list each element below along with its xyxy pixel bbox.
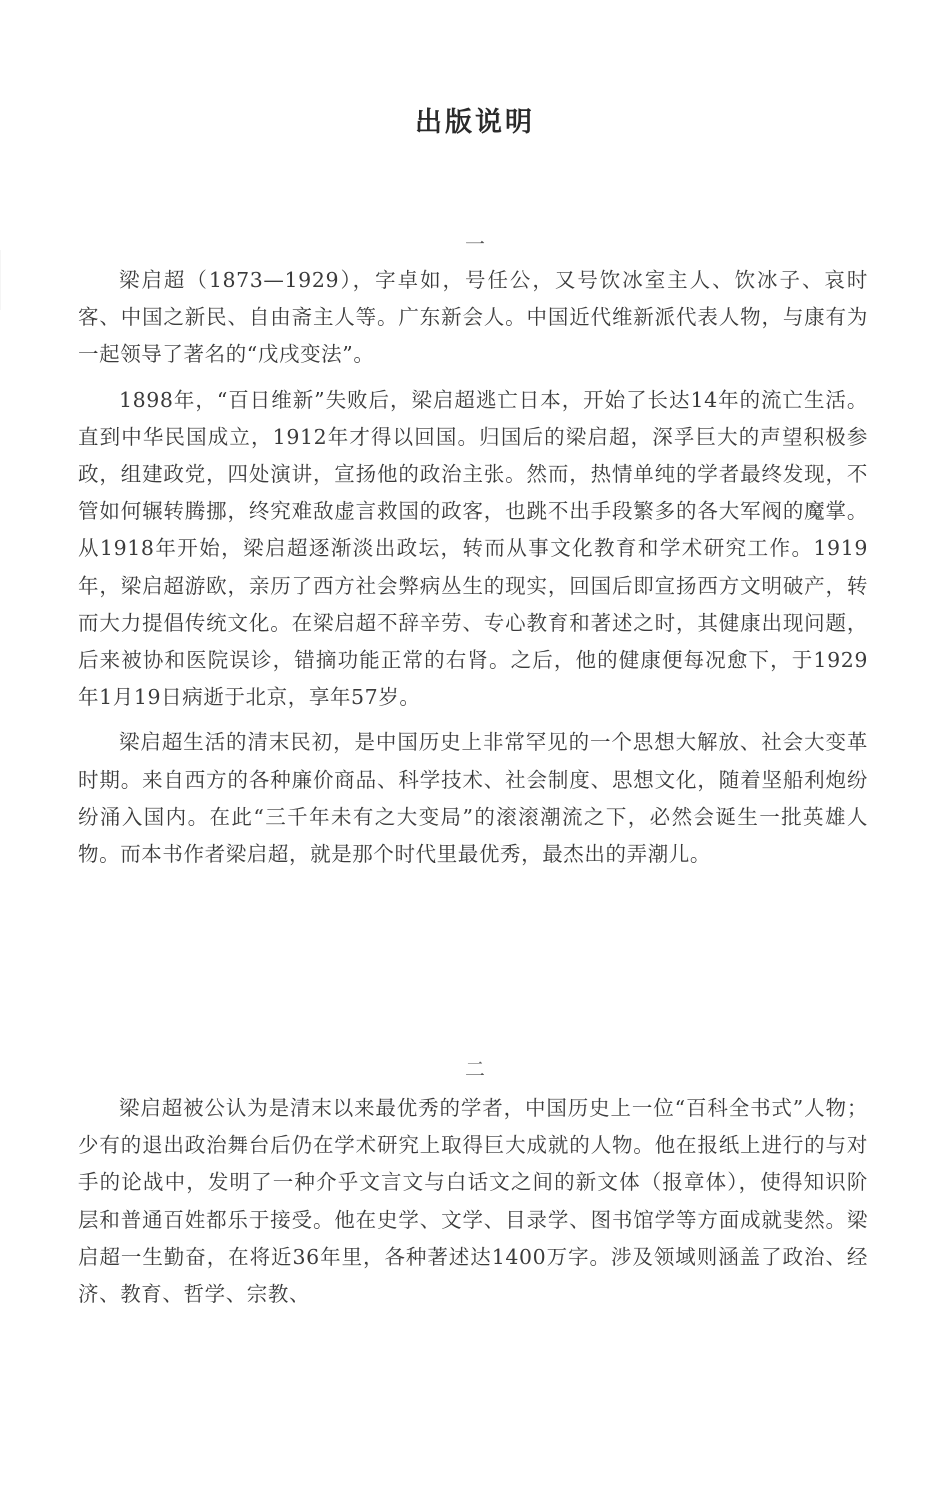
paragraph: 梁启超被公认为是清末以来最优秀的学者，中国历史上一位“百科全书式”人物；少有的退出政治舞台后仍在学术研究上取得巨大成就的人物。他在报纸上进行的与对手的论战中，发明了一种介乎文言文与白话文之间的新文体（报章体），使得知识阶层和普通百姓都乐于接受。他在史学、文学、目录学、图书馆学等方面成就斐然。梁启超一生勤奋，在将近36年里，各种著述达1400万字。涉及领域则涵盖了政治、经济、教育、哲学、宗教、 — [78, 1096, 868, 1307]
section-two-body — [78, 1090, 868, 1321]
section-one-body — [78, 262, 868, 881]
section-marker-one: 一 — [465, 232, 485, 256]
page-title: 出版说明 — [415, 107, 535, 138]
paragraph: 梁启超生活的清末民初，是中国历史上非常罕见的一个思想大解放、社会大变革时期。来自西方的各种廉价商品、科学技术、社会制度、思想文化，随着坚船利炮纷纷涌入国内。在此“三千年未有之大变局”的滚滚潮流之下，必然会诞生一批英雄人物。而本书作者梁启超，就是那个时代里最优秀，最杰出的弄潮儿。 — [78, 730, 868, 867]
section-marker-two: 二 — [465, 1057, 485, 1081]
scan-artifact — [0, 250, 21, 310]
paragraph: 1898年，“百日维新”失败后，梁启超逃亡日本，开始了长达14年的流亡生活。直到中华民国成立，1912年才得以回国。归国后的梁启超，深孚巨大的声望积极参政，组建政党，四处演讲，宣扬他的政治主张。然而，热情单纯的学者最终发现，不管如何辗转腾挪，终究难敌虚言救国的政客，也跳不出手段繁多的各大军阀的魔掌。从1918年开始，梁启超逐渐淡出政坛，转而从事文化教育和学术研究工作。1919年，梁启超游欧，亲历了西方社会弊病丛生的现实，回国后即宣扬西方文明破产，转而大力提倡传统文化。在梁启超不辞辛劳、专心教育和著述之时，其健康出现问题，后来被协和医院误诊，错摘功能正常的右肾。之后，他的健康便每况愈下，于1929年1月19日病逝于北京，享年57岁。 — [78, 387, 868, 710]
paragraph: 梁启超（1873—1929），字卓如，号任公，又号饮冰室主人、饮冰子、哀时客、中国之新民、自由斋主人等。广东新会人。中国近代维新派代表人物，与康有为一起领导了著名的“戊戌变法”。 — [78, 268, 868, 367]
